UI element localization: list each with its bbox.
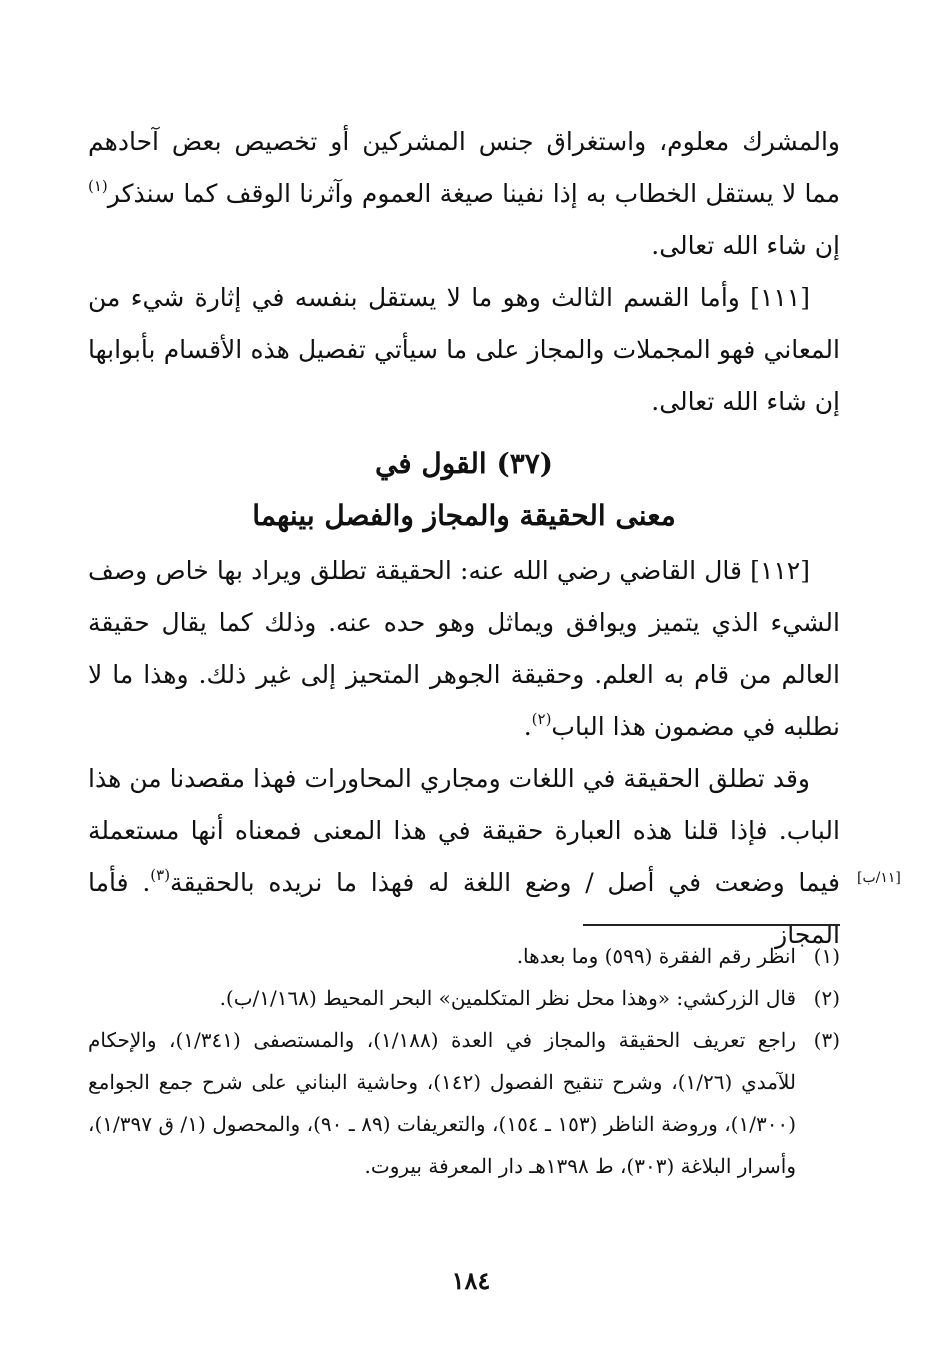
footnote-2 xyxy=(88,977,840,1019)
footnote-number: (١) xyxy=(813,944,840,968)
footnotes-section xyxy=(88,935,840,1187)
footnote-ref-1: (١) xyxy=(88,177,108,195)
manuscript-folio-marker: [١١/ب] xyxy=(857,870,901,886)
footnote-3 xyxy=(88,1019,840,1187)
paragraph-text: [١١١] وأما القسم الثالث وهو ما لا يستقل بنفسه في إثارة شيء من المعاني فهو المجملات والمجاز على ما سيأتي تفصيل هذه الأقسام بأبوابها إن شاء الله تعالى. xyxy=(88,283,840,416)
footnote-number: (٣) xyxy=(813,1028,840,1052)
footnote-ref-2: (٢) xyxy=(531,710,552,728)
paragraph-111 xyxy=(88,272,840,428)
paragraph-text-after: إن شاء الله تعالى. xyxy=(651,231,840,260)
footnote-text: انظر رقم الفقرة (٥٩٩) وما بعدها. xyxy=(516,944,796,968)
paragraph-text: [١١٢] قال القاضي رضي الله عنه: الحقيقة تطلق ويراد بها خاص وصف الشيء الذي يتميز ويوافق ويماثل وهو حده عنه. وذلك كما يقال حقيقة العالم من قام به العلم. وحقيقة الجوهر المتحيز إلى غير ذلك. وهذا ما لا نطلبه في مضمون هذا الباب xyxy=(88,556,840,741)
footnote-text: قال الزركشي: «وهذا محل نظر المتكلمين» البحر المحيط (١/١٦٨/ب). xyxy=(219,986,796,1010)
footnote-1 xyxy=(88,935,840,977)
paragraph-continued xyxy=(88,753,840,961)
footnote-divider xyxy=(583,924,840,926)
section-heading-title: معنى الحقيقة والمجاز والفصل بينهما xyxy=(252,499,676,532)
paragraph-continuation xyxy=(88,116,840,272)
paragraph-text: والمشرك معلوم، واستغراق جنس المشركين أو تخصيص بعض آحادهم مما لا يستقل الخطاب به إذا نفينا صيغة العموم وآثرنا الوقف كما سنذكر xyxy=(88,127,840,208)
paragraph-text-after: . xyxy=(523,712,532,741)
section-heading-number: (٣٧) القول في xyxy=(374,447,554,480)
paragraph-text: وقد تطلق الحقيقة في اللغات ومجاري المحاورات فهذا مقصدنا من هذا الباب. فإذا قلنا هذه العبارة حقيقة في هذا المعنى فمعناه أنها مستعملة فيما وضعت في أصل / وضع اللغة له فهذا ما نريده بالحقيقة xyxy=(88,764,840,897)
footnote-number: (٢) xyxy=(813,986,840,1010)
footnote-text: راجع تعريف الحقيقة والمجاز في العدة (١/١٨٨)، والمستصفى (١/٣٤١)، والإحكام للآمدي (١/٢٦)، وشرح تنقيح الفصول (١٤٢)، وحاشية البناني على شرح جمع الجوامع (١/٣٠٠)، وروضة الناظر (١٥٣ ـ ١٥٤)، والتعريفات (٨٩ ـ ٩٠)، والمحصول (١/ ق ١/٣٩٧)، وأسرار البلاغة (٣٠٣)، ط ١٣٩٨هـ دار المعرفة بيروت. xyxy=(88,1028,797,1178)
paragraph-112 xyxy=(88,545,840,753)
footnote-ref-3: (٣) xyxy=(150,866,171,884)
paragraph-text-after: . فأما المجاز xyxy=(88,868,840,949)
page-number: ١٨٤ xyxy=(451,1266,491,1295)
